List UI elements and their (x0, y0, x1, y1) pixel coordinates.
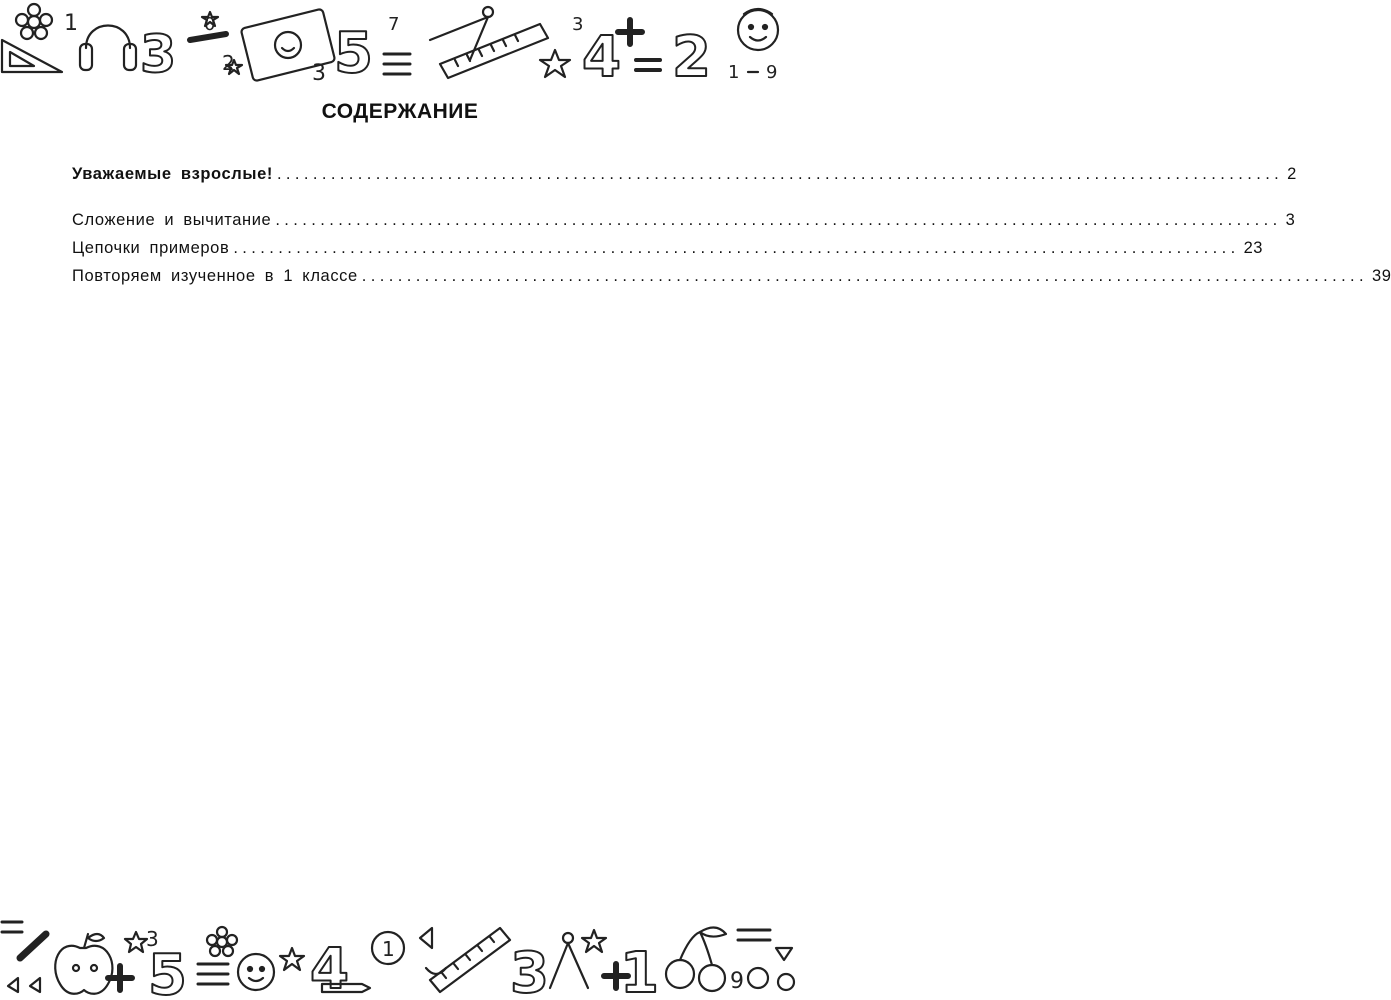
decorative-top-border (0, 0, 800, 92)
toc-entry-page-number: 23 (1243, 239, 1263, 257)
glyph: 7 (388, 14, 400, 35)
glyph: 3 (312, 61, 326, 86)
page-title: СОДЕРЖАНИЕ (321, 100, 479, 123)
big-glyph: 3 (510, 941, 549, 1000)
toc-entry-title: Уважаемые взрослые! (72, 165, 273, 183)
glyph: 9 (730, 969, 744, 994)
toc-entry-title: Сложение и вычитание (72, 211, 272, 229)
big-glyph: 1 (620, 941, 659, 1000)
apple-icon (55, 934, 112, 994)
flower-icon (16, 4, 52, 39)
star-icon (125, 932, 147, 952)
toc-entry-page-number: 2 (1287, 165, 1297, 183)
big-glyph: 5 (148, 943, 187, 1000)
toc-entry-title: Цепочки примеров (72, 239, 230, 257)
ruler-icon (440, 24, 548, 78)
leader-dots: ................................................................................................................ (275, 211, 1282, 229)
compass-icon (550, 933, 588, 988)
toc-entry-page-number: 39 (1372, 267, 1391, 285)
glyph: 1 (64, 11, 78, 36)
glyph: 2 (222, 51, 235, 75)
star-icon (582, 930, 606, 952)
compass-icon (430, 7, 493, 60)
big-glyph: 2 (672, 25, 711, 90)
toc-entry[interactable] (72, 211, 1296, 230)
set-square-icon (2, 40, 62, 72)
headphones-icon (80, 26, 136, 71)
toc-entry[interactable] (72, 165, 1297, 184)
leader-dots: ................................................................................................................ (361, 267, 1369, 285)
glyph: 1 (382, 937, 395, 961)
star-icon (280, 948, 304, 970)
big-glyph: 5 (334, 21, 373, 86)
leader-dots: ................................................................................................................ (233, 239, 1240, 257)
big-glyph: 3 (140, 25, 177, 85)
glyph: 9 (766, 62, 778, 83)
toc-entry-page-number: 3 (1285, 211, 1296, 229)
glyph: 1 (728, 62, 740, 83)
big-glyph: 4 (310, 937, 349, 1000)
big-glyph: 4 (582, 25, 621, 90)
glyph: 3 (146, 927, 159, 951)
toc-entry-title: Повторяем изученное в 1 классе (72, 267, 358, 285)
decorative-bottom-border (0, 908, 800, 1000)
glyph: 3 (572, 14, 584, 35)
star-icon (540, 50, 570, 77)
cherry-icon (666, 927, 726, 991)
flower-icon (207, 927, 237, 956)
toc-entry[interactable] (72, 267, 1391, 286)
toc-entry[interactable] (72, 239, 1263, 258)
leader-dots: ................................................................................................................ (276, 165, 1284, 183)
ruler-icon (430, 928, 510, 992)
smiley-face-icon (738, 9, 778, 50)
smiley-face-icon (238, 954, 274, 990)
glyph: 0 (204, 14, 216, 35)
